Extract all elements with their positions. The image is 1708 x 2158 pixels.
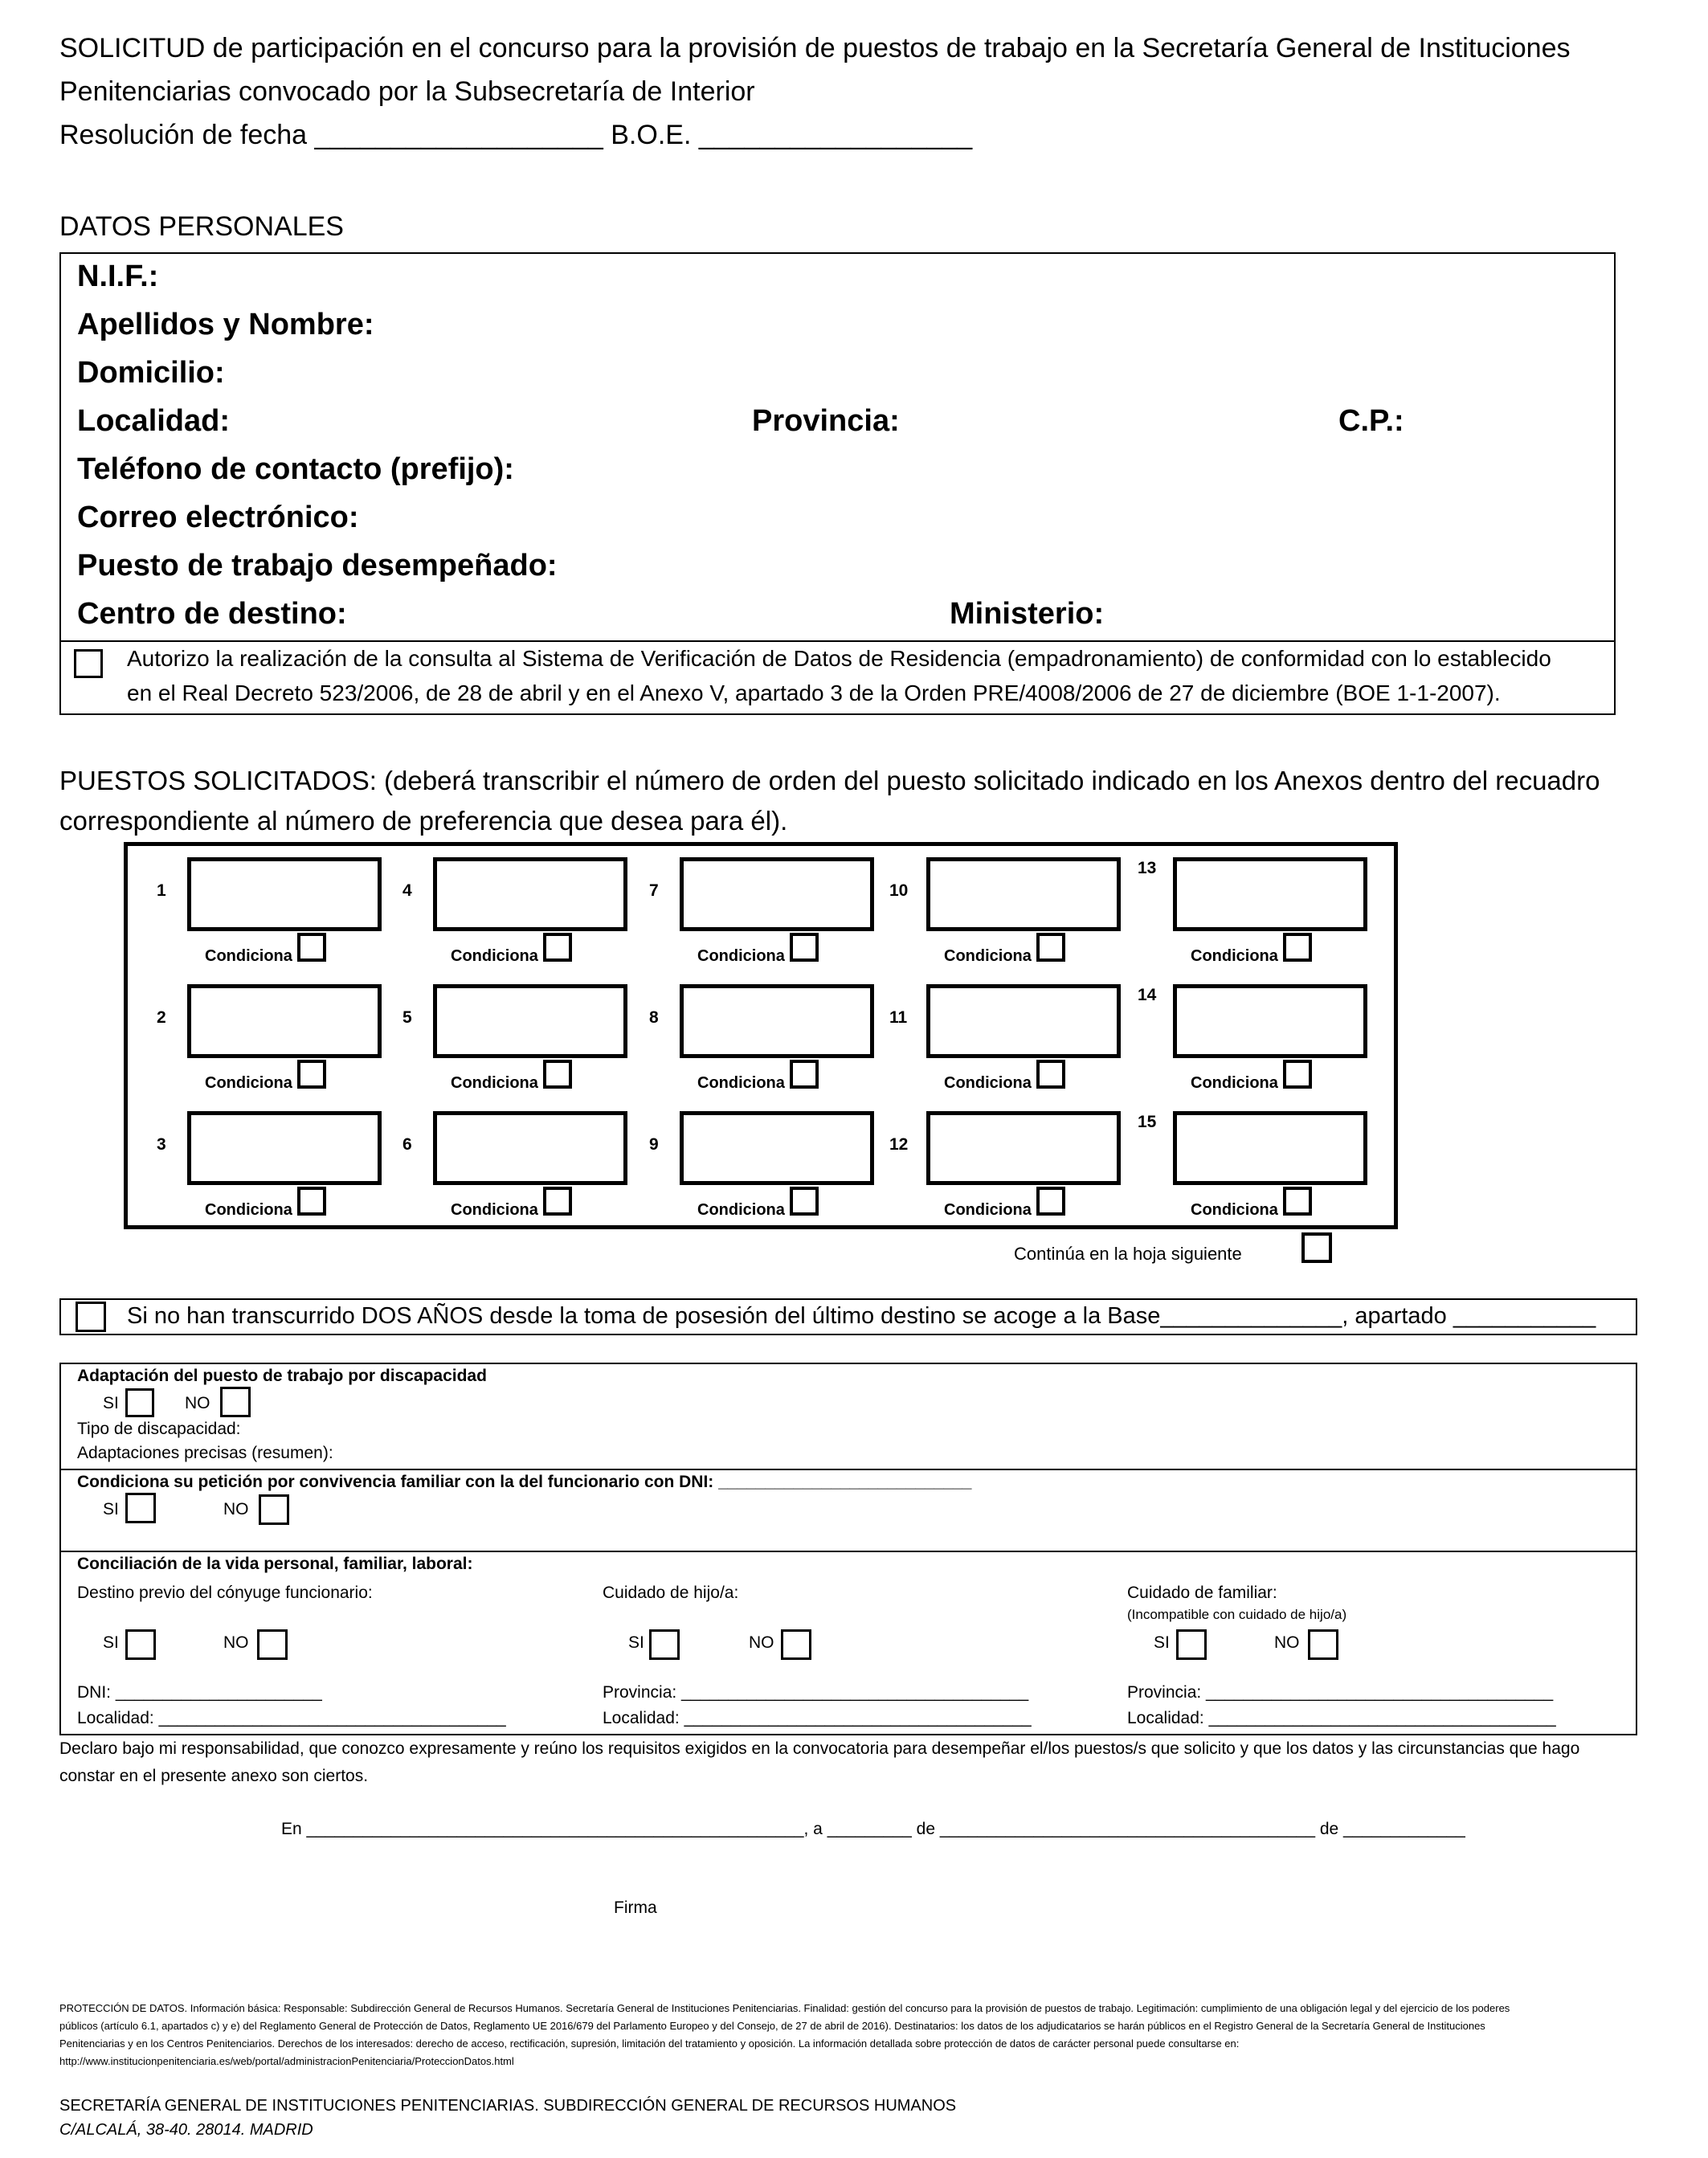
puesto-slot-13[interactable]	[1173, 857, 1367, 931]
puesto-desempenado-label[interactable]: Puesto de trabajo desempeñado:	[77, 549, 558, 582]
condiciona-checkbox-4[interactable]	[543, 933, 572, 962]
familiar-si-checkbox[interactable]	[1176, 1629, 1207, 1660]
condiciona-checkbox-3[interactable]	[297, 1187, 326, 1216]
preference-number-13: 13	[1138, 859, 1157, 877]
condiciona-label-13: Condiciona	[1191, 947, 1278, 965]
nif-label[interactable]: N.I.F.:	[77, 260, 159, 293]
puestos-grid	[124, 842, 1398, 1229]
preference-number-9: 9	[649, 1135, 659, 1154]
condiciona-checkbox-10[interactable]	[1036, 933, 1065, 962]
cp-label[interactable]: C.P.:	[1338, 404, 1404, 438]
condiciona-label-7: Condiciona	[697, 947, 785, 965]
condiciona-checkbox-5[interactable]	[543, 1060, 572, 1089]
continua-text: Continúa en la hoja siguiente	[1014, 1244, 1242, 1264]
condiciona-checkbox-6[interactable]	[543, 1187, 572, 1216]
preference-number-8: 8	[649, 1008, 659, 1027]
dos-anos-text: Si no han transcurrido DOS AÑOS desde la toma de posesión del último destino se acoge a la Base______________, apartado ___________	[127, 1303, 1596, 1329]
adaptacion-si-label: SI	[103, 1394, 119, 1412]
preference-number-5: 5	[402, 1008, 412, 1027]
cuidado-hijo-title: Cuidado de hijo/a:	[603, 1584, 739, 1602]
declaro-line-2: constar en el presente anexo son ciertos.	[59, 1767, 369, 1785]
condiciona-label-12: Condiciona	[944, 1201, 1032, 1219]
condiciona-checkbox-9[interactable]	[790, 1187, 819, 1216]
condiciona-label-1: Condiciona	[205, 947, 292, 965]
proteccion-line-1: PROTECCIÓN DE DATOS. Información básica: Responsable: Subdirección General de Recursos Humanos. Secretaría General de Instituciones Penitenciarias. Finalidad: gestión del concurso para la provisión de puestos de trabajo. Legitimación: cumplimiento de una obligación legal y del ejercicio de los poderes	[59, 2002, 1510, 2014]
autorizo-checkbox[interactable]	[74, 649, 103, 678]
preference-number-10: 10	[889, 881, 909, 900]
header-resolucion-line: Resolución de fecha ___________________ B.O.E. __________________	[59, 120, 973, 150]
condiciona-label-11: Condiciona	[944, 1074, 1032, 1092]
divider	[59, 640, 1616, 642]
convivencia-si-label: SI	[103, 1500, 119, 1518]
puesto-slot-2[interactable]	[187, 984, 382, 1058]
domicilio-label[interactable]: Domicilio:	[77, 356, 225, 390]
preference-number-15: 15	[1138, 1113, 1157, 1131]
autorizo-text-line-2: en el Real Decreto 523/2006, de 28 de abril y en el Anexo V, apartado 3 de la Orden PRE/4008/2006 de 27 de diciembre (BOE 1-1-2007).	[127, 681, 1501, 705]
localidad-label[interactable]: Localidad:	[77, 404, 231, 438]
puesto-slot-4[interactable]	[433, 857, 627, 931]
preference-number-6: 6	[402, 1135, 412, 1154]
apellidos-nombre-label[interactable]: Apellidos y Nombre:	[77, 308, 374, 341]
puesto-slot-11[interactable]	[926, 984, 1121, 1058]
condiciona-checkbox-2[interactable]	[297, 1060, 326, 1089]
condiciona-checkbox-12[interactable]	[1036, 1187, 1065, 1216]
conyuge-localidad-field[interactable]: Localidad: _____________________________________	[77, 1709, 506, 1727]
adaptacion-si-checkbox[interactable]	[125, 1388, 154, 1417]
puesto-slot-5[interactable]	[433, 984, 627, 1058]
continua-checkbox[interactable]	[1301, 1232, 1332, 1263]
provincia-label[interactable]: Provincia:	[752, 404, 900, 438]
condiciona-label-6: Condiciona	[451, 1201, 538, 1219]
conciliacion-title: Conciliación de la vida personal, familiar, laboral:	[77, 1555, 473, 1573]
preference-number-14: 14	[1138, 986, 1157, 1004]
autorizo-text-line-1: Autorizo la realización de la consulta al Sistema de Verificación de Datos de Residencia (empadronamiento) de conformidad con lo establecido	[127, 646, 1551, 671]
familiar-provincia-field[interactable]: Provincia: _____________________________________	[1127, 1683, 1554, 1702]
puesto-slot-3[interactable]	[187, 1111, 382, 1185]
puestos-intro-line-2: correspondiente al número de preferencia que desea para él).	[59, 806, 788, 836]
footer-line-1: SECRETARÍA GENERAL DE INSTITUCIONES PENITENCIARIAS. SUBDIRECCIÓN GENERAL DE RECURSOS HUMANOS	[59, 2097, 957, 2115]
preference-number-2: 2	[157, 1008, 166, 1027]
condiciona-label-10: Condiciona	[944, 947, 1032, 965]
lugar-fecha-line[interactable]: En _____________________________________________________, a _________ de ________________________________________ de _____________	[281, 1820, 1465, 1838]
condiciona-checkbox-13[interactable]	[1283, 933, 1312, 962]
conyuge-no-label: NO	[223, 1633, 249, 1652]
ministerio-label[interactable]: Ministerio:	[950, 597, 1105, 631]
preference-number-4: 4	[402, 881, 412, 900]
hijo-no-label: NO	[749, 1633, 774, 1652]
condiciona-checkbox-14[interactable]	[1283, 1060, 1312, 1089]
puesto-slot-14[interactable]	[1173, 984, 1367, 1058]
preference-number-12: 12	[889, 1135, 909, 1154]
condiciona-label-2: Condiciona	[205, 1074, 292, 1092]
circunstancias-box	[59, 1363, 1637, 1735]
tipo-discapacidad-label[interactable]: Tipo de discapacidad:	[77, 1420, 241, 1438]
proteccion-url[interactable]: http://www.institucionpenitenciaria.es/web/portal/administracionPenitenciaria/ProteccionDatos.html	[59, 2055, 514, 2067]
condiciona-checkbox-11[interactable]	[1036, 1060, 1065, 1089]
puesto-slot-10[interactable]	[926, 857, 1121, 931]
conyuge-si-checkbox[interactable]	[125, 1629, 156, 1660]
firma-label: Firma	[614, 1898, 657, 1917]
condiciona-label-3: Condiciona	[205, 1201, 292, 1219]
convivencia-si-checkbox[interactable]	[125, 1493, 156, 1523]
declaro-line-1: Declaro bajo mi responsabilidad, que conozco expresamente y reúno los requisitos exigidos en la convocatoria para desempeñar el/los puestos/s que solicito y que los datos y las circunstancias que hago	[59, 1739, 1580, 1758]
proteccion-line-2: públicos (artículo 6.1, apartados c) y e) del Reglamento General de Protección de Datos, Reglamento UE 2016/679 del Parlamento Europeo y del Consejo, de 27 de abril de 2016). Destinatarios: los datos de los adjudicatarios se harán públicos en el Registro General de la Secretaría General de Instituciones	[59, 2020, 1485, 2032]
preference-number-1: 1	[157, 881, 166, 900]
convivencia-no-checkbox[interactable]	[259, 1494, 289, 1525]
hijo-no-checkbox[interactable]	[781, 1629, 811, 1660]
preference-number-7: 7	[649, 881, 659, 900]
dos-anos-checkbox[interactable]	[76, 1302, 106, 1332]
familiar-si-label: SI	[1154, 1633, 1170, 1652]
footer-address: C/ALCALÁ, 38-40. 28014. MADRID	[59, 2121, 313, 2139]
convivencia-title[interactable]: Condiciona su petición por convivencia familiar con la del funcionario con DNI: ___________________________	[77, 1473, 972, 1491]
hijo-localidad-field[interactable]: Localidad: _____________________________________	[603, 1709, 1032, 1727]
puesto-slot-15[interactable]	[1173, 1111, 1367, 1185]
puesto-slot-7[interactable]	[680, 857, 874, 931]
hijo-si-label: SI	[628, 1633, 644, 1652]
correo-label[interactable]: Correo electrónico:	[77, 501, 359, 534]
conyuge-si-label: SI	[103, 1633, 119, 1652]
hijo-si-checkbox[interactable]	[649, 1629, 680, 1660]
adaptacion-no-label: NO	[185, 1394, 210, 1412]
header-title-line-2: Penitenciarias convocado por la Subsecretaría de Interior	[59, 76, 755, 107]
centro-destino-label[interactable]: Centro de destino:	[77, 597, 347, 631]
puesto-slot-12[interactable]	[926, 1111, 1121, 1185]
cuidado-familiar-note: (Incompatible con cuidado de hijo/a)	[1127, 1607, 1347, 1622]
condiciona-checkbox-1[interactable]	[297, 933, 326, 962]
puestos-intro-line-1: PUESTOS SOLICITADOS: (deberá transcribir el número de orden del puesto solicitado indicado en los Anexos dentro del recuadro	[59, 766, 1600, 795]
preference-number-3: 3	[157, 1135, 166, 1154]
adaptaciones-precisas-label[interactable]: Adaptaciones precisas (resumen):	[77, 1444, 333, 1462]
conyuge-dni-field[interactable]: DNI: ______________________	[77, 1683, 322, 1702]
condiciona-label-5: Condiciona	[451, 1074, 538, 1092]
condiciona-label-4: Condiciona	[451, 947, 538, 965]
familiar-no-checkbox[interactable]	[1308, 1629, 1338, 1660]
preference-number-11: 11	[889, 1008, 908, 1027]
condiciona-checkbox-8[interactable]	[790, 1060, 819, 1089]
condiciona-label-9: Condiciona	[697, 1201, 785, 1219]
condiciona-label-15: Condiciona	[1191, 1201, 1278, 1219]
convivencia-no-label: NO	[223, 1500, 249, 1518]
familiar-no-label: NO	[1274, 1633, 1300, 1652]
condiciona-checkbox-15[interactable]	[1283, 1187, 1312, 1216]
familiar-localidad-field[interactable]: Localidad: _____________________________________	[1127, 1709, 1556, 1727]
condiciona-label-14: Condiciona	[1191, 1074, 1278, 1092]
hijo-provincia-field[interactable]: Provincia: _____________________________________	[603, 1683, 1029, 1702]
adaptacion-title: Adaptación del puesto de trabajo por discapacidad	[77, 1367, 487, 1385]
conyuge-no-checkbox[interactable]	[257, 1629, 288, 1660]
conyuge-title: Destino previo del cónyuge funcionario:	[77, 1584, 373, 1602]
datos-personales-title: DATOS PERSONALES	[59, 211, 344, 242]
adaptacion-no-checkbox[interactable]	[220, 1387, 251, 1417]
condiciona-label-8: Condiciona	[697, 1074, 785, 1092]
header-title-line-1: SOLICITUD de participación en el concurso para la provisión de puestos de trabajo en la Secretaría General de Instituciones	[59, 33, 1571, 63]
puesto-slot-1[interactable]	[187, 857, 382, 931]
puesto-slot-8[interactable]	[680, 984, 874, 1058]
condiciona-checkbox-7[interactable]	[790, 933, 819, 962]
telefono-label[interactable]: Teléfono de contacto (prefijo):	[77, 452, 514, 486]
proteccion-line-3: Penitenciarias y en los Centros Penitenciarios. Derechos de los interesados: derecho de acceso, rectificación, supresión, limitación del tratamiento y oposición. La información detallada sobre protección de datos de carácter personal puede consultarse en:	[59, 2037, 1240, 2050]
puesto-slot-6[interactable]	[433, 1111, 627, 1185]
puesto-slot-9[interactable]	[680, 1111, 874, 1185]
cuidado-familiar-title: Cuidado de familiar:	[1127, 1584, 1277, 1602]
